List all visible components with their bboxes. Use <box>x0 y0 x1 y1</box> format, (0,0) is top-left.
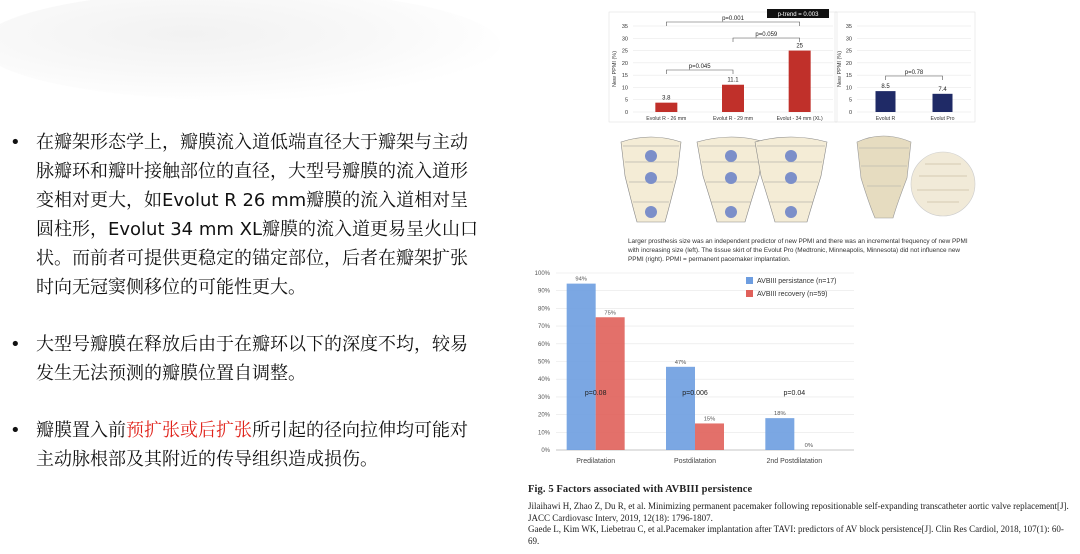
y-tick-label: 10% <box>537 430 550 437</box>
bullet-dot-icon: • <box>10 132 21 153</box>
p-value-label: p=0.001 <box>722 16 744 22</box>
y-tick-label: 40% <box>537 377 550 384</box>
y-tick-label: 80% <box>537 306 550 313</box>
bar-value-label: 7.4 <box>938 86 947 93</box>
legend-swatch <box>746 277 753 284</box>
bar-value-label: 8.5 <box>881 84 890 91</box>
bullet-text: 在瓣架形态学上，瓣膜流入道低端直径大于瓣架与主动脉瓣环和瓣叶接触部位的直径，大型号瓣膜的流入道形变相对更大，如Evolut R 26 mm瓣膜的流入道相对呈圆柱形，Evolut 34 mm XL瓣膜的流入道更易呈火山口状。而前者可提供更稳定的锚定部位，后者在瓣架扩张时向无冠窦侧移位的可能性更大。 <box>36 132 479 298</box>
bullet-text: 瓣膜置入前预扩张或后扩张所引起的径向拉伸均可能对主动脉根部及其附近的传导组织造成损伤。 <box>36 420 468 470</box>
ppmi-figure <box>605 0 977 268</box>
bar-value-label: 75% <box>604 310 616 317</box>
legend-swatch <box>746 290 753 297</box>
y-tick-label: 5 <box>624 97 628 104</box>
y-tick-label: 20 <box>621 60 628 67</box>
y-tick-label: 50% <box>537 359 550 366</box>
p-value-label: p=0.059 <box>755 32 778 38</box>
y-tick-label: 35 <box>621 24 628 30</box>
legend-label: AVBIII persistance (n=17) <box>757 278 837 285</box>
legend-label: AVBIII recovery (n=59) <box>757 291 828 298</box>
y-tick-label: 60% <box>537 341 550 348</box>
x-tick-label: Evolut R - 26 mm <box>646 116 687 122</box>
y-tick-label: 25 <box>621 48 628 55</box>
figure-title: Fig. 5 Factors associated with AVBIII persistence <box>528 484 753 495</box>
p-value-label: p=0.08 <box>584 390 607 397</box>
y-tick-label: 15 <box>845 73 852 80</box>
y-axis-label: New PPMI (%) <box>612 50 618 88</box>
y-tick-label: 25 <box>845 48 852 55</box>
avbiii-figure <box>528 266 858 478</box>
reference-item: Jilaihawi H, Zhao Z, Du R, et al. Minimizing permanent pacemaker following repositionable self-expanding transcatheter aortic valve replacement[J]. JACC Cardiovasc Interv, 2019, 12(18): 1796-1807. <box>528 501 1069 523</box>
header-glow <box>0 0 500 100</box>
text-panel <box>0 0 500 554</box>
bar <box>695 423 724 450</box>
bar <box>933 94 953 112</box>
figure-caption: Larger prosthesis size was an independent predictor of new PPMI and there was an incremental frequency of new PPMI with increasing size (left). The tissue skirt of the Evolut Pro (Medtronic, Minneapolis, Minnesota) did not influence new PPMI (right). PPMI = permanent pacemaker implantation. <box>628 238 968 263</box>
y-tick-label: 100% <box>534 271 550 277</box>
bullet-dot-icon: • <box>10 420 21 441</box>
significance-bracket <box>666 22 799 26</box>
bar-value-label: 25 <box>796 43 804 50</box>
y-tick-label: 35 <box>845 24 852 30</box>
highlight-text: 预扩张或后扩张 <box>126 420 252 441</box>
bar <box>765 418 794 450</box>
bullet-text: 大型号瓣膜在释放后由于在瓣环以下的深度不均，较易发生无法预测的瓣膜位置自调整。 <box>36 334 468 384</box>
bar-value-label: 18% <box>774 411 786 418</box>
x-tick-label: Evolut Pro <box>930 116 955 122</box>
x-tick-label: Postdilatation <box>673 458 717 465</box>
p-value-label: p=0.04 <box>783 390 806 397</box>
y-tick-label: 20% <box>537 412 550 419</box>
p-value-label: p=0.006 <box>682 390 708 397</box>
bar <box>655 103 677 112</box>
bar-value-label: 3.8 <box>662 95 671 102</box>
y-tick-label: 5 <box>848 97 852 104</box>
p-value-label: p=0.78 <box>904 70 924 76</box>
bar <box>722 85 744 112</box>
significance-bracket <box>886 76 943 80</box>
bullet-list <box>10 128 480 502</box>
references <box>528 484 1073 547</box>
significance-bracket <box>666 70 733 74</box>
bar-value-label: 94% <box>575 276 587 283</box>
bullet-item <box>10 128 480 302</box>
y-tick-label: 70% <box>537 324 550 331</box>
bar <box>596 317 625 450</box>
y-tick-label: 90% <box>537 288 550 295</box>
y-axis-label: New PPMI (%) <box>837 50 843 88</box>
significance-bracket <box>733 38 800 42</box>
y-tick-label: 30% <box>537 394 550 401</box>
bullet-item <box>10 330 480 388</box>
y-tick-label: 0 <box>624 110 628 116</box>
p-value-label: p=0.045 <box>688 64 711 70</box>
y-tick-label: 20 <box>845 60 852 67</box>
y-tick-label: 0 <box>848 110 852 116</box>
bar-value-label: 0% <box>804 443 814 449</box>
y-tick-label: 30 <box>621 36 628 43</box>
bar <box>666 367 695 450</box>
y-tick-label: 15 <box>621 73 628 80</box>
bar <box>876 91 896 112</box>
x-tick-label: Evolut R - 29 mm <box>712 116 754 122</box>
x-tick-label: Evolut R <box>875 116 896 122</box>
x-tick-label: Predilatation <box>576 458 616 465</box>
ppmi-chart <box>605 0 977 268</box>
avbiii-chart <box>528 266 858 478</box>
bullet-dot-icon: • <box>10 334 21 355</box>
p-trend-label: p-trend = 0.003 <box>777 12 819 18</box>
bar-value-label: 11.1 <box>727 77 739 84</box>
y-tick-label: 10 <box>621 85 628 92</box>
x-tick-label: Evolut - 34 mm (XL) <box>776 116 823 122</box>
bullet-item <box>10 416 480 474</box>
valve-images <box>621 136 975 222</box>
x-tick-label: 2nd Postdilatation <box>766 458 823 465</box>
y-tick-label: 30 <box>845 36 852 43</box>
reference-item: Gaede L, Kim WK, Liebetrau C, et al.Pacemaker implantation after TAVI: predictors of AV block persistence[J]. Clin Res Cardiol, 2018, 107(1): 60-69. <box>528 524 1064 546</box>
y-tick-label: 0% <box>541 448 550 454</box>
bar <box>789 51 811 112</box>
bar-value-label: 15% <box>703 416 716 423</box>
bar-value-label: 47% <box>674 359 687 366</box>
y-tick-label: 10 <box>845 85 852 92</box>
bar <box>567 284 596 450</box>
